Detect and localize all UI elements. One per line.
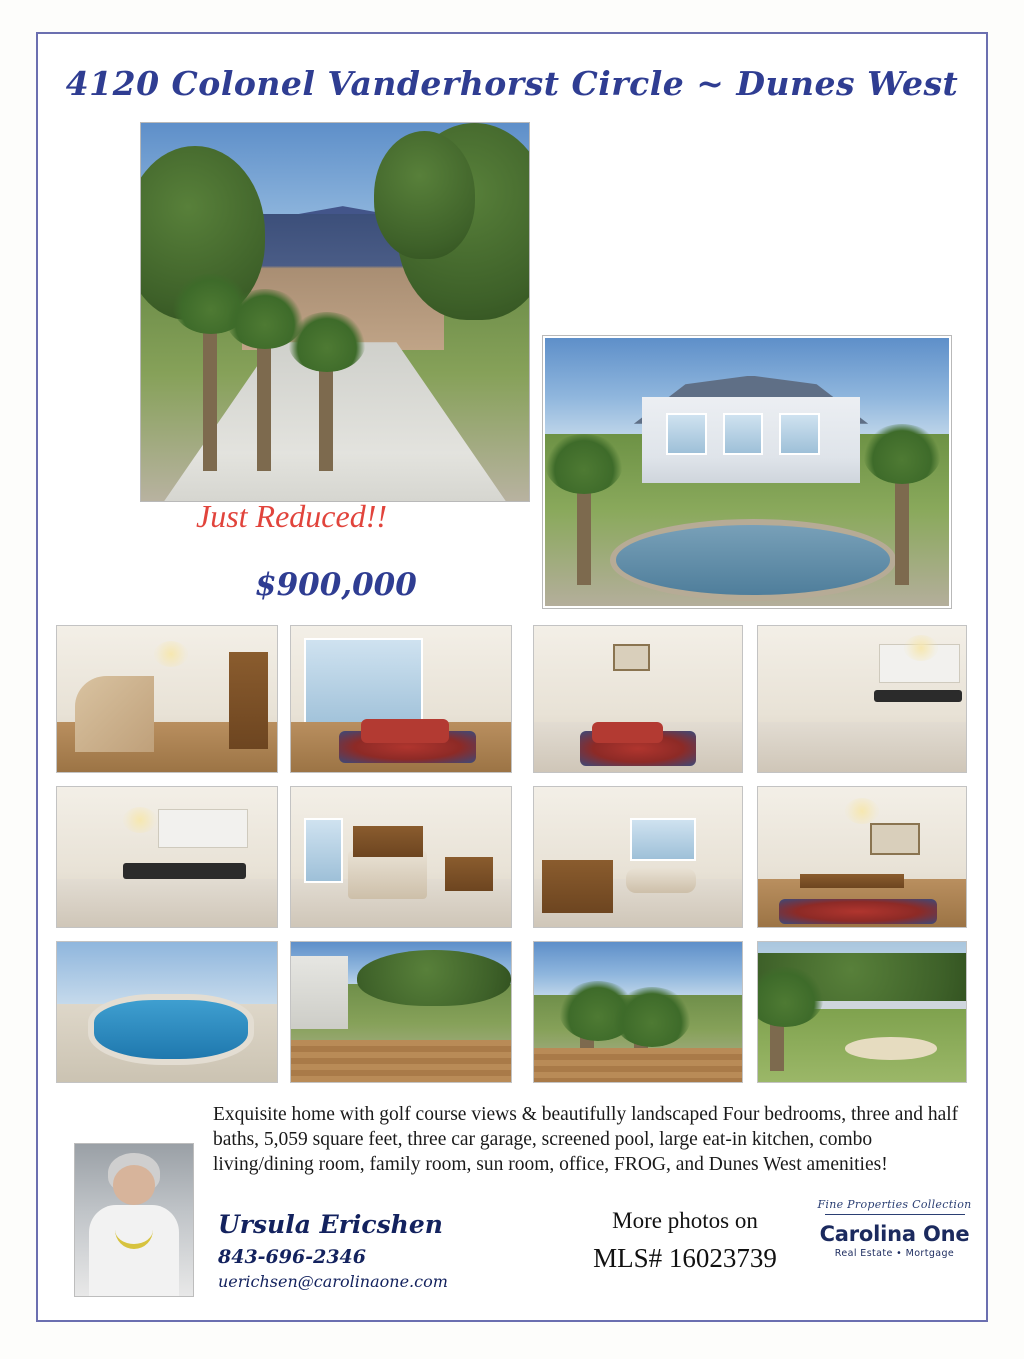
fine-properties-collection-label: Fine Properties Collection	[817, 1198, 972, 1211]
agent-face-shape	[113, 1165, 155, 1205]
photo-master-bathroom	[533, 786, 743, 928]
photo-golf-course-view	[757, 941, 967, 1083]
chandelier-shape	[123, 807, 157, 833]
pool-shape	[88, 994, 254, 1065]
photo-kitchen-white-cabinets	[757, 625, 967, 773]
staircase-shape	[75, 676, 154, 752]
status-banner: Just Reduced!!	[196, 498, 388, 534]
agent-name: Ursula Ericshen	[218, 1210, 443, 1239]
window-shape	[304, 818, 343, 884]
agent-photo	[74, 1143, 194, 1297]
palm-fronds	[613, 987, 691, 1047]
house-shape	[291, 956, 348, 1029]
window-shape	[630, 818, 696, 861]
photo-dining-room	[757, 786, 967, 928]
mls-number: MLS# 16023739	[593, 1243, 777, 1273]
window-shape	[666, 413, 706, 455]
sofa-shape	[592, 722, 663, 742]
photo-sun-room	[290, 625, 512, 773]
rug-shape	[779, 899, 937, 924]
photo-rear-exterior	[543, 336, 951, 608]
sand-bunker-shape	[845, 1037, 937, 1059]
photo-front-exterior	[140, 122, 530, 502]
door-shape	[229, 652, 269, 748]
brokerage-name: Carolina One	[819, 1222, 970, 1246]
photo-screened-pool	[56, 941, 278, 1083]
kitchen-island-shape	[123, 863, 246, 880]
chandelier-shape	[154, 641, 188, 667]
tree-line-shape	[357, 950, 511, 1006]
deck-shape	[291, 1040, 511, 1082]
photo-kitchen-island	[56, 786, 278, 928]
window-shape	[779, 413, 819, 455]
sofa-shape	[361, 719, 449, 742]
cabinet-shape	[158, 809, 248, 847]
property-description: Exquisite home with golf course views & beautifully landscaped Four bedrooms, three and half baths, 5,059 square feet, three car garage, screened pool, large eat-in kitchen, combo living/dining room, family room, sun room, office, FROG, and Dunes West amenities!	[213, 1104, 959, 1175]
page-title: 4120 Colonel Vanderhorst Circle ~ Dunes West	[65, 64, 959, 103]
floor-layer	[758, 722, 966, 772]
deck-shape	[534, 1048, 742, 1082]
countertop-shape	[874, 690, 961, 702]
logo-divider	[825, 1214, 965, 1215]
artwork-shape	[613, 644, 650, 671]
floor-layer	[57, 879, 277, 927]
brokerage-tagline: Real Estate • Mortgage	[834, 1248, 955, 1259]
pond-shape	[610, 519, 897, 601]
palm-fronds	[288, 312, 366, 372]
palm-trunk	[895, 472, 909, 585]
palm-fronds	[863, 424, 941, 484]
agent-phone[interactable]: 843-696-2346	[218, 1246, 366, 1268]
pendant-light-shape	[904, 635, 938, 661]
soaking-tub-shape	[626, 868, 697, 893]
bed-shape	[348, 851, 427, 899]
more-photos-label: More photos on	[612, 1208, 758, 1233]
photo-backyard-palms	[533, 941, 743, 1083]
agent-necklace-shape	[115, 1211, 153, 1249]
brokerage-logo	[812, 1198, 977, 1259]
window-wall	[304, 638, 422, 733]
photo-master-bedroom	[290, 786, 512, 928]
tree-shape	[374, 131, 475, 260]
dining-table-shape	[800, 874, 904, 888]
dresser-shape	[445, 857, 493, 891]
photo-foyer-staircase	[56, 625, 278, 773]
window-shape	[723, 413, 763, 455]
photo-backyard-deck	[290, 941, 512, 1083]
photo-living-room	[533, 625, 743, 773]
headboard-shape	[353, 826, 423, 857]
artwork-shape	[870, 823, 920, 855]
price-label: $900,000	[255, 567, 417, 603]
agent-email[interactable]: uerichsen@carolinaone.com	[218, 1272, 448, 1291]
vanity-shape	[542, 860, 613, 913]
